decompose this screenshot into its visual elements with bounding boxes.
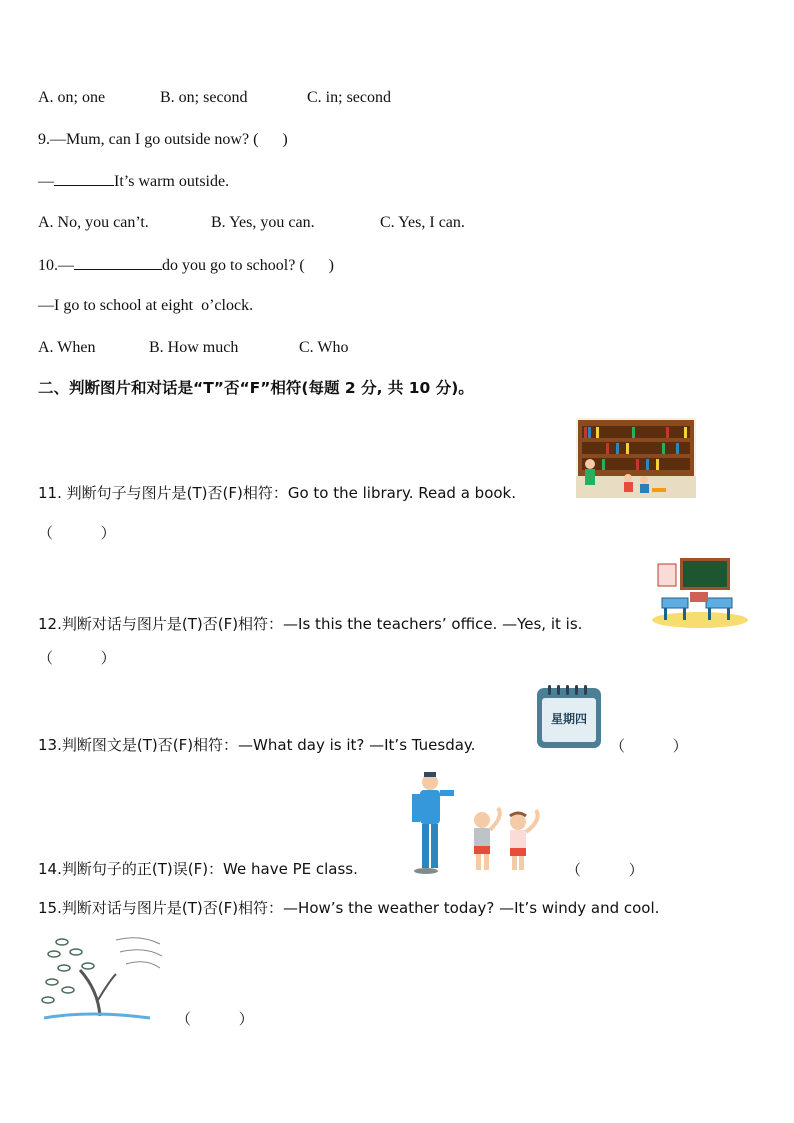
library-picture bbox=[576, 418, 696, 498]
q12-text: 12.判断对话与图片是(T)否(F)相符：—Is this the teachers’ office. —Yes, it is. bbox=[38, 615, 583, 633]
calendar-day-label: 星期四 bbox=[550, 712, 587, 726]
q10-suffix: do you go to school? ( ) bbox=[162, 257, 334, 274]
q9-option-a: A. No, you can’t. bbox=[38, 214, 149, 231]
q12-answer-paren[interactable]: （ ） bbox=[38, 649, 116, 667]
pe-class-picture bbox=[408, 772, 550, 876]
q10-blank[interactable] bbox=[74, 255, 162, 270]
q10-question bbox=[38, 255, 334, 276]
q9-options bbox=[38, 213, 465, 233]
q9-blank[interactable] bbox=[54, 171, 114, 186]
q9-answer bbox=[38, 171, 229, 192]
q10-answer: —I go to school at eight o’clock. bbox=[38, 297, 254, 314]
q10-options bbox=[38, 338, 348, 358]
q14-answer-paren[interactable]: （ ） bbox=[566, 861, 644, 879]
q8-option-c: C. in; second bbox=[307, 89, 391, 106]
q13-answer-paren[interactable]: （ ） bbox=[610, 737, 688, 755]
q8-option-b: B. on; second bbox=[160, 89, 248, 106]
q8-options bbox=[38, 88, 391, 108]
q8-option-a: A. on; one bbox=[38, 89, 106, 106]
q15-text: 15.判断对话与图片是(T)否(F)相符：—How’s the weather today? —It’s windy and cool. bbox=[38, 899, 660, 917]
windy-tree-picture bbox=[40, 930, 166, 1022]
q11-text: 11. 判断句子与图片是(T)否(F)相符：Go to the library. Read a book. bbox=[38, 484, 517, 502]
q9-question: 9.—Mum, can I go outside now? ( ) bbox=[38, 131, 288, 148]
q13-text: 13.判断图文是(T)否(F)相符：—What day is it? —It’s Tuesday. bbox=[38, 736, 476, 754]
q9-option-b: B. Yes, you can. bbox=[211, 214, 315, 231]
q9-answer-text: It’s warm outside. bbox=[114, 173, 230, 190]
classroom-picture bbox=[650, 556, 750, 628]
q11-answer-paren[interactable]: （ ） bbox=[38, 524, 116, 542]
q9-option-c: C. Yes, I can. bbox=[380, 214, 465, 231]
q10-option-a: A. When bbox=[38, 339, 96, 356]
section-2-title: 二、判断图片和对话是“T”否“F”相符(每题 2 分, 共 10 分)。 bbox=[38, 379, 474, 397]
q9-answer-dash: — bbox=[38, 173, 54, 190]
q15-answer-paren[interactable]: （ ） bbox=[176, 1010, 254, 1028]
q10-option-c: C. Who bbox=[299, 339, 349, 356]
q10-option-b: B. How much bbox=[149, 339, 239, 356]
calendar-picture bbox=[536, 684, 602, 750]
q14-text: 14.判断句子的正(T)误(F)：We have PE class. bbox=[38, 860, 358, 878]
q10-prefix: 10.— bbox=[38, 257, 74, 274]
